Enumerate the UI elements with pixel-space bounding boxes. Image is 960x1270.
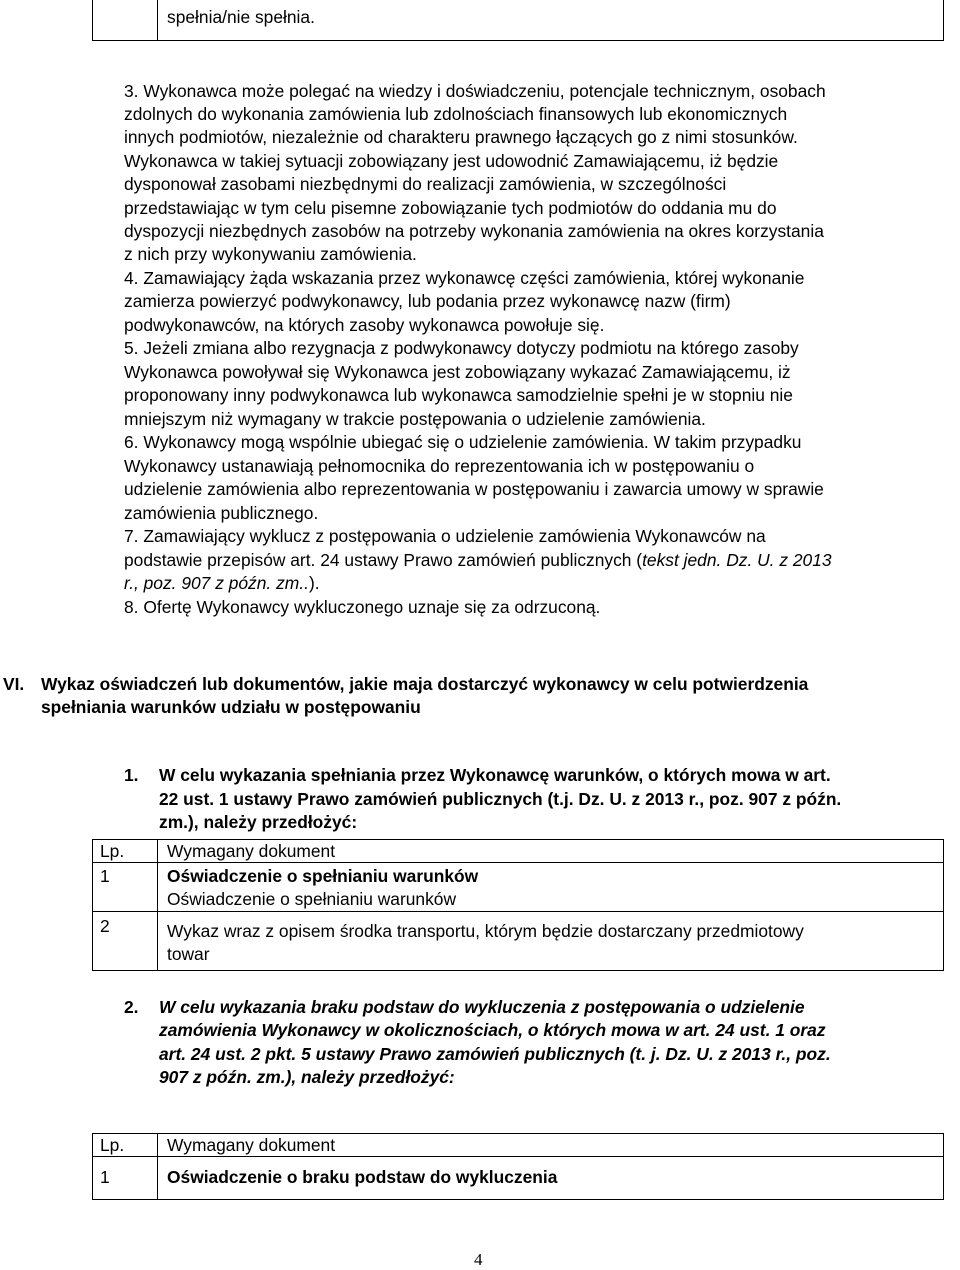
top-table-col-divider — [157, 0, 158, 40]
p4-line: 4. Zamawiający żąda wskazania przez wykonawcę części zamówienia, której wykonanie — [124, 268, 805, 288]
p3-line: z nich przy wykonywaniu zamówienia. — [124, 244, 417, 264]
p5-line: Wykonawca powoływał się Wykonawca jest zobowiązany wykazać Zamawiającemu, iż — [124, 362, 791, 382]
table-2-col-divider — [157, 1133, 158, 1200]
item-2-line: 907 z późn. zm.), należy przedłożyć: — [159, 1067, 455, 1087]
section-vi-heading-line: spełniania warunków udziału w postępowaniu — [41, 697, 421, 717]
paragraph-8: 8. Ofertę Wykonawcy wykluczonego uznaje się za odrzuconą. — [124, 597, 601, 617]
item-1-line: zm.), należy przedłożyć: — [159, 812, 358, 832]
p6-line: udzielenie zamówienia albo reprezentowania w postępowaniu i zawarcia umowy w sprawie — [124, 479, 824, 499]
p5-line: 5. Jeżeli zmiana albo rezygnacja z podwykonawcy dotyczy podmiotu na którego zasoby — [124, 338, 799, 358]
table-1-header-lp: Lp. — [100, 841, 125, 861]
table-2-header-document: Wymagany dokument — [167, 1135, 336, 1155]
p5-line: proponowany inny podwykonawca lub wykonawca samodzielnie spełni je w stopniu nie — [124, 385, 793, 405]
p6-line: Wykonawcy ustanawiają pełnomocnika do reprezentowania ich w postępowaniu o — [124, 456, 755, 476]
table-1-row-title: Oświadczenie o spełnianiu warunków — [167, 866, 479, 886]
p7-text: podstawie przepisów art. 24 ustawy Prawo zamówień publicznych ( — [124, 550, 643, 570]
table-1-row-lp: 1 — [100, 866, 110, 886]
p7-line — [124, 549, 832, 572]
section-vi-number: VI. — [3, 674, 25, 694]
p7-line — [124, 572, 320, 595]
p7-text: ). — [308, 573, 320, 593]
p3-line: Wykonawca w takiej sytuacji zobowiązany jest udowodnić Zamawiającemu, iż będzie — [124, 151, 779, 171]
p3-line: przedstawiając w tym celu pisemne zobowiązanie tych podmiotów do oddania mu do — [124, 198, 777, 218]
p4-line: zamierza powierzyć podwykonawcy, lub podania przez wykonawcę nazw (firm) — [124, 291, 731, 311]
page-number: 4 — [474, 1250, 483, 1269]
p3-line: dyspozycji niezbędnych zasobów na potrzeby wykonania zamówienia na okres korzystania — [124, 221, 824, 241]
table-1-col-divider — [157, 839, 158, 971]
item-1-line: W celu wykazania spełniania przez Wykonawcę warunków, o których mowa w art. — [159, 765, 831, 785]
item-1-line — [159, 788, 841, 811]
p5-line: mniejszym niż wymagany w trakcie postępowania o udzielenie zamówienia. — [124, 409, 706, 429]
p7-citation: r., poz. 907 z późn. zm.. — [124, 573, 309, 593]
item-2-number: 2. — [124, 997, 139, 1017]
table-2-row-title: Oświadczenie o braku podstaw do wykluczenia — [167, 1167, 558, 1187]
p3-line: dysponował zasobami niezbędnymi do realizacji zamówienia, w szczególności — [124, 174, 727, 194]
table-1-row-lp: 2 — [100, 916, 110, 936]
p6-line: zamówienia publicznego. — [124, 503, 319, 523]
p3-line: innych podmiotów, niezależnie od charakteru prawnego łączących go z nimi stosunków. — [124, 127, 798, 147]
p4-line: podwykonawców, na których zasoby wykonawca powołuje się. — [124, 315, 605, 335]
section-vi-heading-line: Wykaz oświadczeń lub dokumentów, jakie maja dostarczyć wykonawcy w celu potwierdzenia — [41, 674, 809, 694]
p3-line: 3. Wykonawca może polegać na wiedzy i doświadczeniu, potencjale technicznym, osobach — [124, 81, 826, 101]
table-1-row-text: Wykaz wraz z opisem środka transportu, którym będzie dostarczany przedmiotowy — [167, 921, 804, 941]
table-2-header-lp: Lp. — [100, 1135, 125, 1155]
table-1-header-document: Wymagany dokument — [167, 841, 336, 861]
item-2-line: art. 24 ust. 2 pkt. 5 ustawy Prawo zamówień publicznych (t. j. Dz. U. z 2013 r., poz. — [159, 1044, 831, 1064]
p7-line: 7. Zamawiający wyklucz z postępowania o udzielenie zamówienia Wykonawców na — [124, 526, 766, 546]
p7-citation: tekst jedn. Dz. U. z 2013 — [642, 550, 832, 570]
table-1-row-text: towar — [167, 944, 210, 964]
p3-line: zdolnych do wykonania zamówienia lub zdolnościach finansowych lub ekonomicznych — [124, 104, 788, 124]
p6-line: 6. Wykonawcy mogą wspólnie ubiegać się o udzielenie zamówienia. W takim przypadku — [124, 432, 802, 452]
item-2-line: zamówienia Wykonawcy w okolicznościach, o których mowa w art. 24 ust. 1 oraz — [159, 1020, 826, 1040]
item-1-number: 1. — [124, 765, 139, 785]
top-table-cell-text: spełnia/nie spełnia. — [167, 7, 315, 27]
item-2-line: W celu wykazania braku podstaw do wykluczenia z postępowania o udzielenie — [159, 997, 805, 1017]
table-2-row-lp: 1 — [100, 1167, 110, 1187]
table-1-row-subtitle: Oświadczenie o spełnianiu warunków — [167, 889, 457, 909]
item-1-text: 22 ust. 1 ustawy Prawo zamówień publicznych (t.j. Dz. U. z 2013 r., poz. 907 z późn. — [159, 789, 842, 809]
